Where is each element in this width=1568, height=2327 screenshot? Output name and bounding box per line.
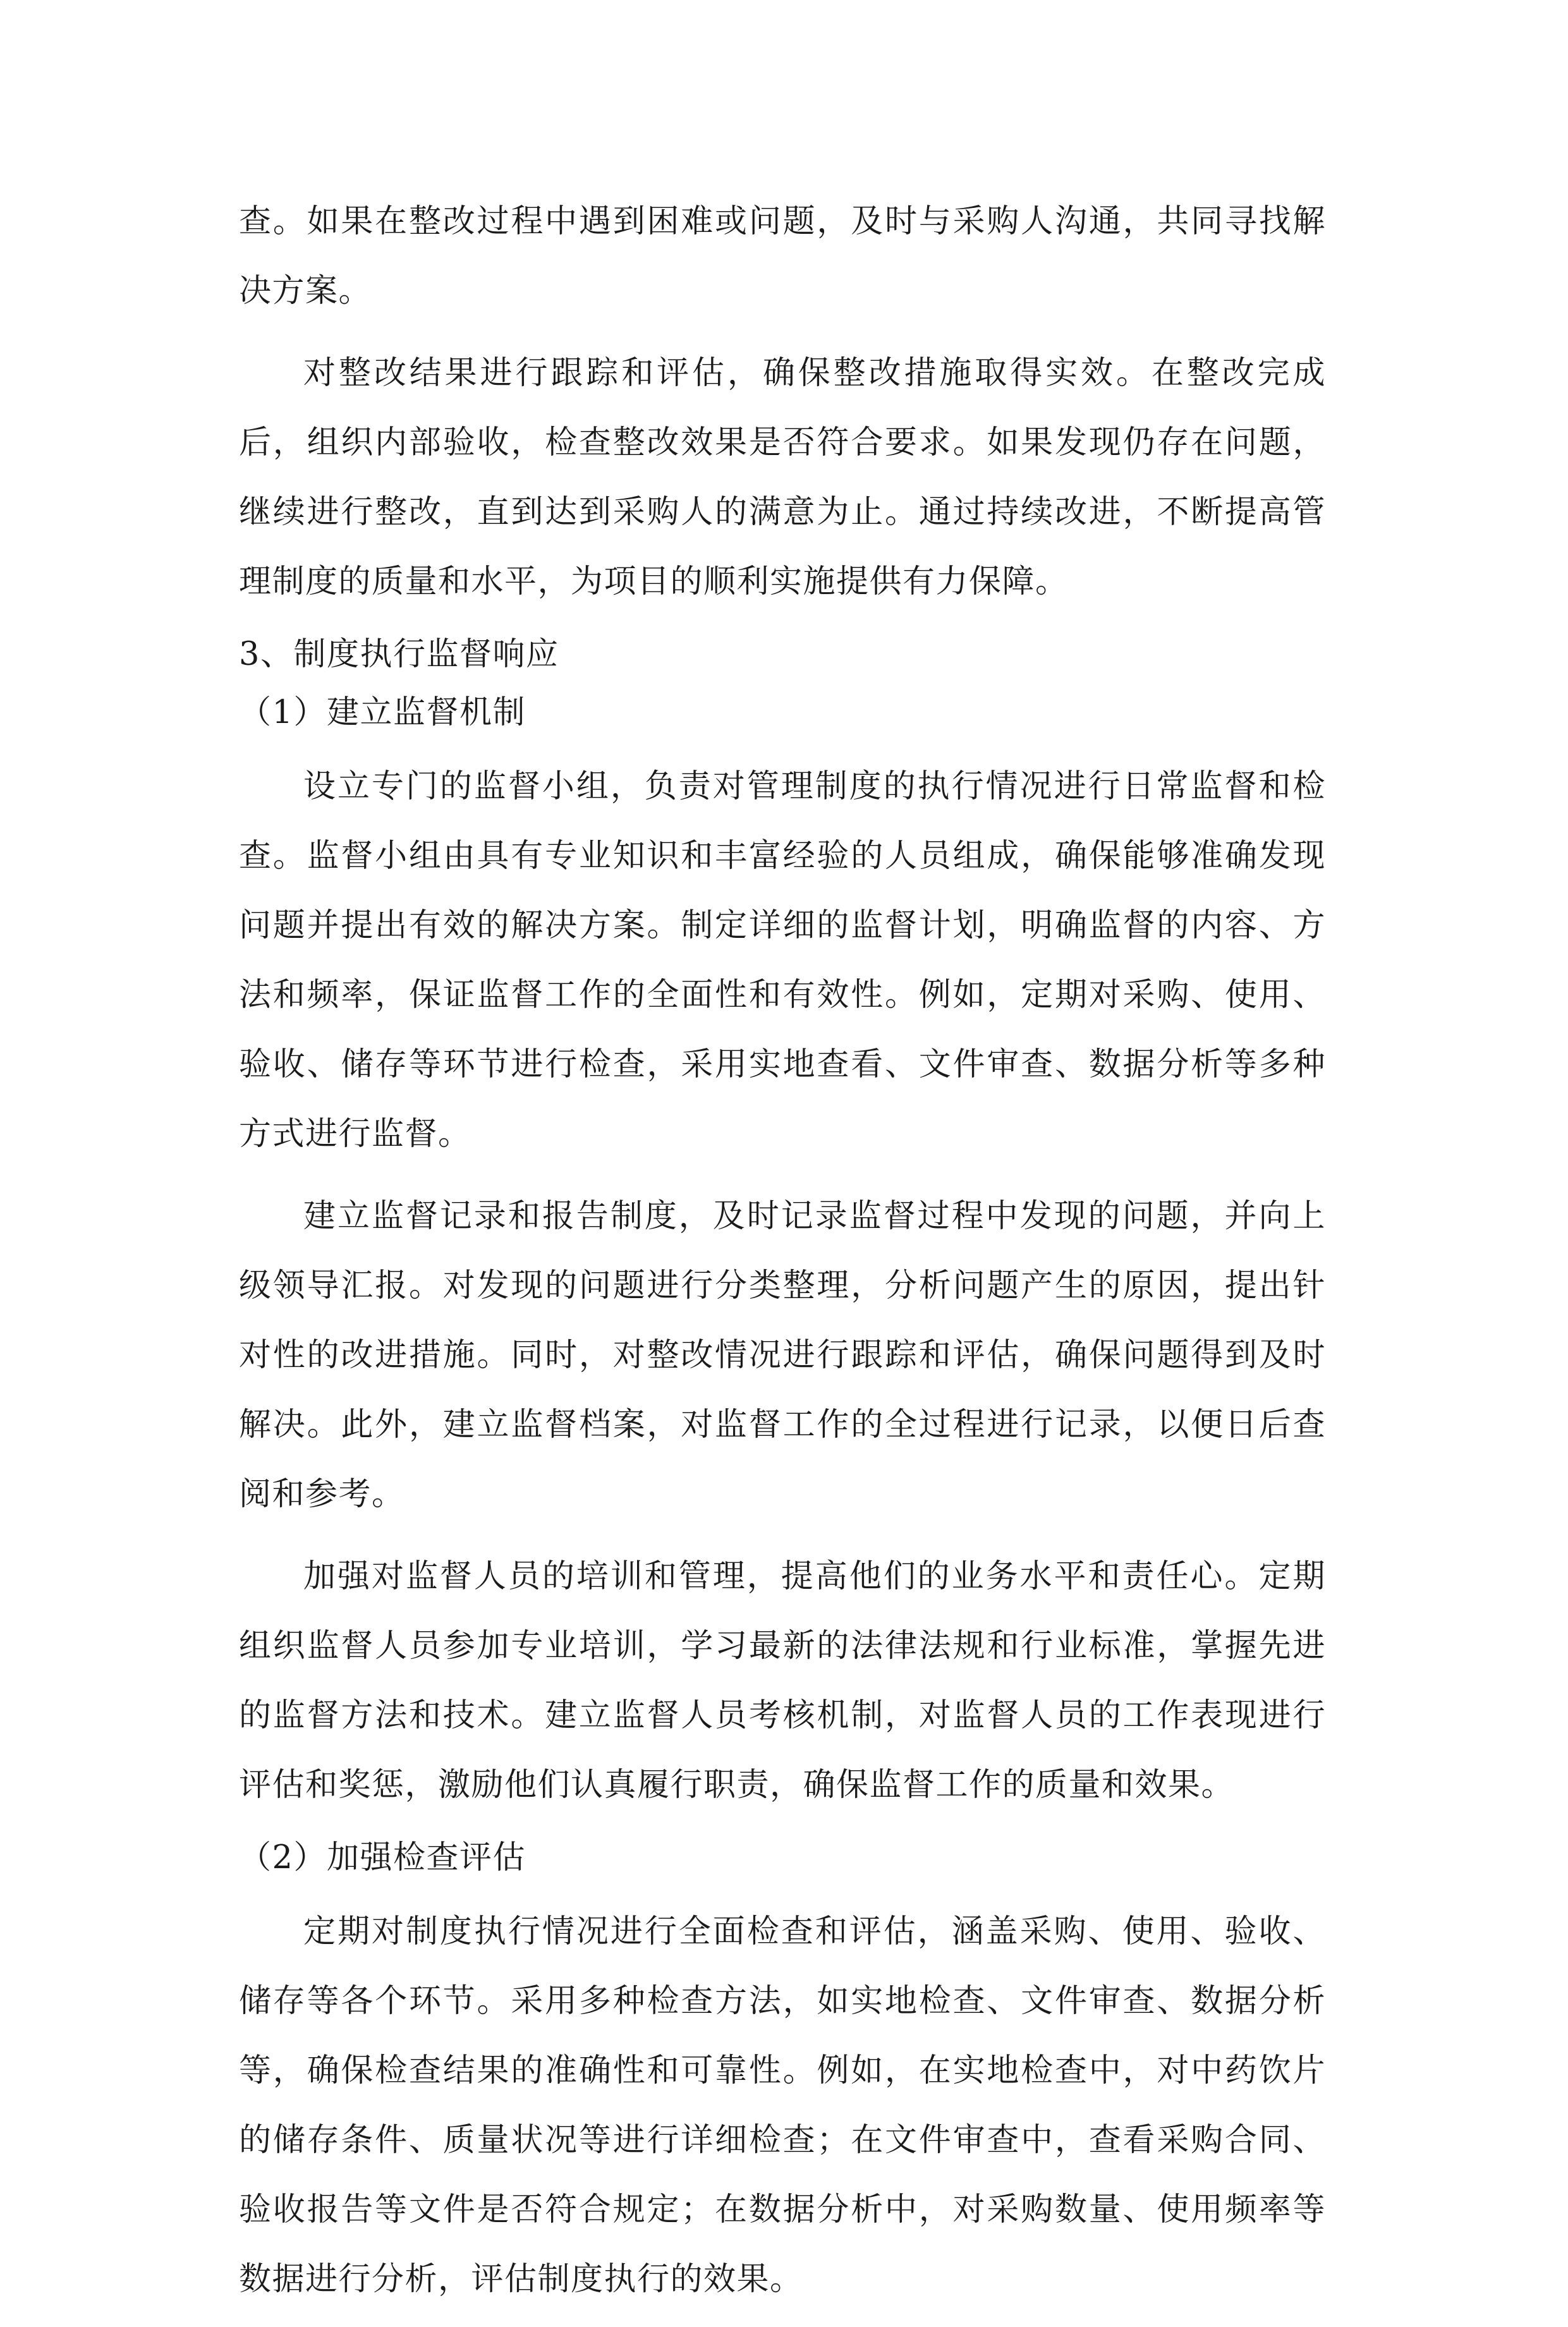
subsection-heading-2: （2）加强检查评估	[239, 1839, 526, 1876]
paragraph-rectification-tracking: 对整改结果进行跟踪和评估，确保整改措施取得实效。在整改完成后，组织内部验收，检查整改效果是否符合要求。如果发现仍存在问题，继续进行整改，直到达到采购人的满意为止。通过持续改进，不断提高管理制度的质量和水平，为项目的顺利实施提供有力保障。	[239, 355, 1326, 600]
subsection-heading-1: （1）建立监督机制	[239, 694, 526, 731]
paragraph-supervision-records: 建立监督记录和报告制度，及时记录监督过程中发现的问题，并向上级领导汇报。对发现的问题进行分类整理，分析问题产生的原因，提出针对性的改进措施。同时，对整改情况进行跟踪和评估，确保问题得到及时解决。此外，建立监督档案，对监督工作的全过程进行记录，以便日后查阅和参考。	[239, 1198, 1326, 1513]
paragraph-inspection-evaluation: 定期对制度执行情况进行全面检查和评估，涵盖采购、使用、验收、储存等各个环节。采用多种检查方法，如实地检查、文件审查、数据分析等，确保检查结果的准确性和可靠性。例如，在实地检查中，对中药饮片的储存条件、质量状况等进行详细检查；在文件审查中，查看采购合同、验收报告等文件是否符合规定；在数据分析中，对采购数量、使用频率等数据进行分析，评估制度执行的效果。	[239, 1913, 1326, 2298]
document-body	[239, 187, 1326, 2327]
paragraph-continuation: 查。如果在整改过程中遇到困难或问题，及时与采购人沟通，共同寻找解决方案。	[239, 203, 1326, 310]
paragraph-supervision-team: 设立专门的监督小组，负责对管理制度的执行情况进行日常监督和检查。监督小组由具有专业知识和丰富经验的人员组成，确保能够准确发现问题并提出有效的解决方案。制定详细的监督计划，明确监督的内容、方法和频率，保证监督工作的全面性和有效性。例如，定期对采购、使用、验收、储存等环节进行检查，采用实地查看、文件审查、数据分析等多种方式进行监督。	[239, 768, 1326, 1153]
section-heading-3: 3、制度执行监督响应	[239, 636, 559, 673]
paragraph-supervisor-training: 加强对监督人员的培训和管理，提高他们的业务水平和责任心。定期组织监督人员参加专业培训，学习最新的法律法规和行业标准，掌握先进的监督方法和技术。建立监督人员考核机制，对监督人员的工作表现进行评估和奖惩，激励他们认真履行职责，确保监督工作的质量和效果。	[239, 1558, 1326, 1804]
